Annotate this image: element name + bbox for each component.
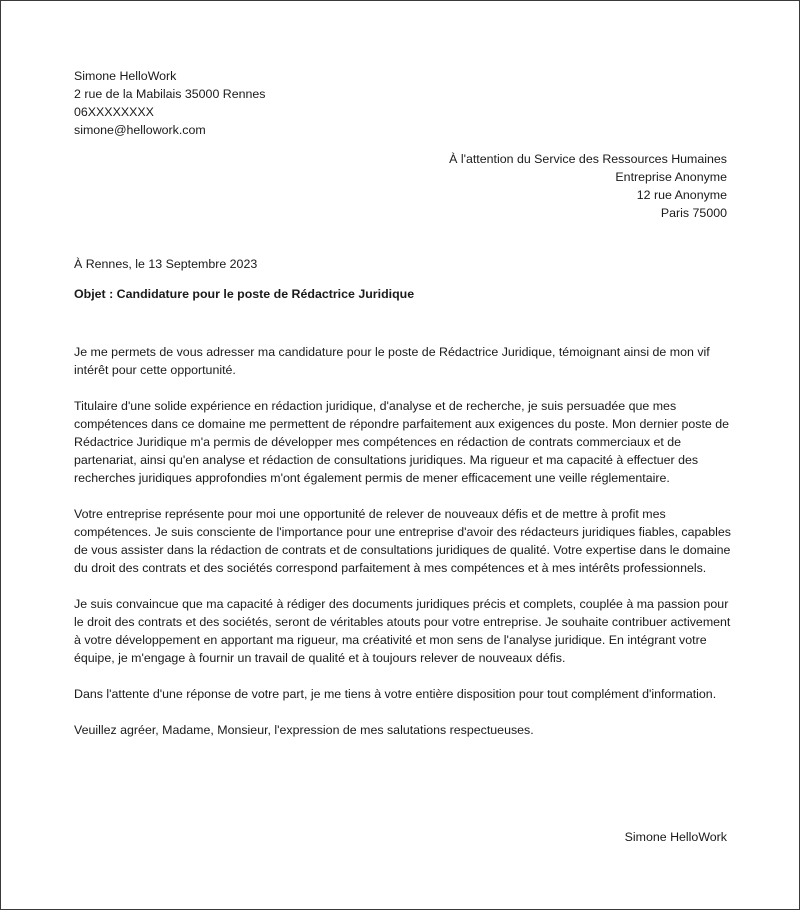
paragraph-closing: Veuillez agréer, Madame, Monsieur, l'expression de mes salutations respectueuses. — [74, 723, 534, 737]
recipient-company: Entreprise Anonyme — [615, 170, 727, 184]
sender-phone: 06XXXXXXXX — [74, 105, 154, 119]
date-line: À Rennes, le 13 Septembre 2023 — [74, 257, 258, 271]
subject-line: Objet : Candidature pour le poste de Rédactrice Juridique — [74, 287, 415, 301]
recipient-street: 12 rue Anonyme — [636, 188, 727, 202]
paragraph-intro: Je me permets de vous adresser ma candidature pour le poste de Rédactrice Juridique, témoignant ainsi de mon vif intérêt pour cette opportunité. — [74, 345, 710, 377]
recipient-block — [449, 150, 727, 222]
recipient-attention: À l'attention du Service des Ressources Humaines — [449, 152, 727, 166]
sender-name: Simone HelloWork — [74, 69, 177, 83]
paragraph-experience: Titulaire d'une solide expérience en rédaction juridique, d'analyse et de recherche, je suis persuadée que mes compétences dans ce domaine me permettent de répondre parfaitement aux exigences du poste. Mon dernier poste de Rédactrice Juridique m'a permis de développer mes compétences en rédaction de contrats commerciaux et de partenariat, ainsi qu'en analyse et rédaction de consultations juridiques. Ma rigueur et ma capacité à effectuer des recherches juridiques approfondies m'ont également permis de mener efficacement une veille réglementaire. — [74, 399, 730, 485]
paragraph-availability: Dans l'attente d'une réponse de votre part, je me tiens à votre entière disposition pour tout complément d'information. — [74, 687, 717, 701]
letter-body — [74, 343, 734, 757]
paragraph-company: Votre entreprise représente pour moi une opportunité de relever de nouveaux défis et de mettre à profit mes compétences. Je suis consciente de l'importance pour une entreprise d'avoir des rédacteurs juridiques fiables, capables de vous assister dans la rédaction de contrats et de consultations juridiques de qualité. Votre expertise dans le domaine du droit des contrats et des sociétés correspond parfaitement à mes compétences et à mes intérêts professionnels. — [74, 507, 731, 575]
recipient-city: Paris 75000 — [660, 206, 727, 220]
sender-block — [74, 67, 266, 139]
sender-address: 2 rue de la Mabilais 35000 Rennes — [74, 87, 266, 101]
paragraph-motivation: Je suis convaincue que ma capacité à rédiger des documents juridiques précis et complets, couplée à ma passion pour le droit des contrats et des sociétés, seront de véritables atouts pour votre entreprise. Je souhaite contribuer activement à votre développement en apportant ma rigueur, ma créativité et mon sens de l'analyse juridique. En intégrant votre équipe, je m'engage à fournir un travail de qualité et à toujours relever de nouveaux défis. — [74, 597, 731, 665]
sender-email: simone@hellowork.com — [74, 123, 206, 137]
signature: Simone HelloWork — [624, 830, 727, 844]
